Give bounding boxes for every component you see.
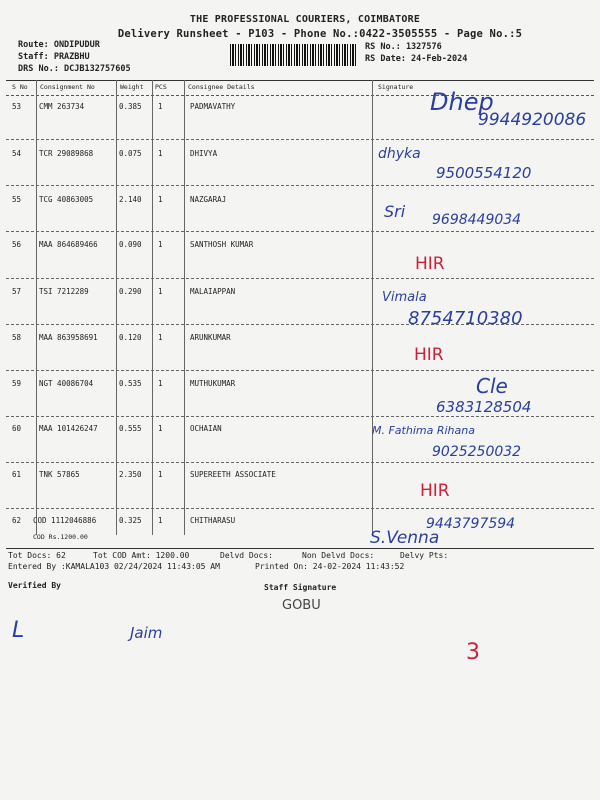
handwritten-phone: 9698449034 bbox=[432, 212, 522, 228]
row-divider bbox=[6, 278, 594, 279]
row-divider bbox=[6, 370, 594, 371]
delivery-points: Delvy Pts: bbox=[400, 551, 449, 560]
row-divider bbox=[6, 462, 594, 463]
row-consignment: TNK 57865 bbox=[39, 470, 80, 479]
col-divider bbox=[372, 80, 373, 535]
col-signature: Signature bbox=[378, 83, 414, 91]
row-consignee: MALAIAPPAN bbox=[190, 287, 236, 296]
row-sno: 54 bbox=[12, 149, 22, 158]
row-consignment: TSI 7212289 bbox=[39, 287, 89, 296]
row-weight: 0.120 bbox=[119, 333, 142, 342]
verified-signature: Jaim bbox=[130, 624, 163, 642]
total-cod: Tot COD Amt: 1200.00 bbox=[93, 551, 190, 560]
row-sno: 57 bbox=[12, 287, 22, 296]
handwritten-phone: 9025250032 bbox=[432, 444, 522, 460]
col-divider bbox=[116, 80, 117, 535]
row-sno: 60 bbox=[12, 424, 22, 433]
handwritten-phone: 9500554120 bbox=[436, 164, 532, 182]
row-sno: 53 bbox=[12, 102, 22, 111]
handwritten-name: Vimala bbox=[382, 290, 427, 305]
col-divider bbox=[36, 80, 37, 535]
rs-date: RS Date: 24-Feb-2024 bbox=[365, 54, 468, 64]
col-pcs: PCS bbox=[155, 83, 167, 91]
handwritten-status: HIR bbox=[420, 481, 450, 501]
handwritten-name: S.Venna bbox=[370, 528, 440, 548]
row-weight: 0.075 bbox=[119, 149, 142, 158]
handwritten-name: Sri bbox=[384, 202, 406, 221]
drs-number: DRS No.: DCJB132757605 bbox=[18, 64, 131, 74]
row-pcs: 1 bbox=[158, 149, 163, 158]
row-sno: 55 bbox=[12, 195, 22, 204]
row-pcs: 1 bbox=[158, 470, 163, 479]
row-consignee: NAZGARAJ bbox=[190, 195, 227, 204]
row-sno: 61 bbox=[12, 470, 22, 479]
staff-signature-label: Staff Signature bbox=[264, 583, 337, 592]
row-consignment: NGT 40086704 bbox=[39, 379, 94, 388]
verified-by-label: Verified By bbox=[8, 581, 61, 590]
row-consignment: TCR 29089868 bbox=[39, 149, 94, 158]
handwritten-phone: 8754710380 bbox=[408, 308, 523, 329]
row-weight: 0.555 bbox=[119, 424, 142, 433]
row-pcs: 1 bbox=[158, 287, 163, 296]
handwritten-phone: 6383128504 bbox=[436, 398, 532, 416]
delivered-docs: Delvd Docs: bbox=[220, 551, 273, 560]
row-divider bbox=[6, 508, 594, 509]
row-sno: 58 bbox=[12, 333, 22, 342]
row-pcs: 1 bbox=[158, 379, 163, 388]
runsheet-title: Delivery Runsheet - P103 - Phone No.:0422-3505555 - Page No.:5 bbox=[117, 28, 523, 40]
row-consignee: ARUNKUMAR bbox=[190, 333, 231, 342]
row-pcs: 1 bbox=[158, 240, 163, 249]
row-divider bbox=[6, 324, 594, 325]
row-sno: 56 bbox=[12, 240, 22, 249]
col-weight: Weight bbox=[120, 83, 144, 91]
row-consignee: PADMAVATHY bbox=[190, 102, 236, 111]
row-weight: 0.385 bbox=[119, 102, 142, 111]
handwritten-status: HIR bbox=[415, 254, 445, 274]
total-docs: Tot Docs: 62 bbox=[8, 551, 66, 560]
row-pcs: 1 bbox=[158, 195, 163, 204]
row-consignment: COD 1112046886 bbox=[33, 516, 97, 525]
handwritten-mark: Cle bbox=[476, 374, 508, 398]
col-consignment: Consignment No bbox=[40, 83, 95, 91]
row-consignment: MAA 101426247 bbox=[39, 424, 98, 433]
cod-amount-note: COD Rs.1200.00 bbox=[33, 533, 88, 541]
row-consignee: CHITHARASU bbox=[190, 516, 236, 525]
row-sno: 62 bbox=[12, 516, 22, 525]
row-divider bbox=[6, 231, 594, 232]
row-consignee: MUTHUKUMAR bbox=[190, 379, 236, 388]
staff-signature: GOBU bbox=[282, 598, 321, 613]
non-delivered-docs: Non Delvd Docs: bbox=[302, 551, 375, 560]
row-pcs: 1 bbox=[158, 516, 163, 525]
handwritten-mark: Dhep bbox=[430, 88, 494, 116]
row-pcs: 1 bbox=[158, 333, 163, 342]
barcode bbox=[230, 44, 358, 66]
route-label: Route: ONDIPUDUR bbox=[18, 40, 100, 50]
col-divider bbox=[152, 80, 153, 535]
row-consignee: DHIVYA bbox=[190, 149, 218, 158]
verified-signature-initial: L bbox=[12, 618, 25, 643]
row-weight: 0.090 bbox=[119, 240, 142, 249]
row-consignment: TCG 40863005 bbox=[39, 195, 94, 204]
row-pcs: 1 bbox=[158, 102, 163, 111]
row-consignment: CMM 263734 bbox=[39, 102, 85, 111]
row-divider bbox=[6, 185, 594, 186]
col-consignee: Consignee Details bbox=[188, 83, 255, 91]
row-consignment: MAA 864689466 bbox=[39, 240, 98, 249]
entered-by: Entered By :KAMALA103 02/24/2024 11:43:05 AM bbox=[8, 562, 220, 571]
row-pcs: 1 bbox=[158, 424, 163, 433]
printed-on: Printed On: 24-02-2024 11:43:52 bbox=[255, 562, 405, 571]
staff-label: Staff: PRAZBHU bbox=[18, 52, 90, 62]
rs-number: RS No.: 1327576 bbox=[365, 42, 442, 52]
row-weight: 0.325 bbox=[119, 516, 142, 525]
row-weight: 2.140 bbox=[119, 195, 142, 204]
row-divider bbox=[6, 139, 594, 140]
row-consignee: SUPEREETH ASSOCIATE bbox=[190, 470, 276, 479]
handwritten-phone: 9944920086 bbox=[478, 110, 587, 130]
footer-divider bbox=[6, 548, 594, 549]
row-weight: 0.290 bbox=[119, 287, 142, 296]
company-title: THE PROFESSIONAL COURIERS, COIMBATORE bbox=[189, 14, 421, 25]
row-consignee: OCHAIAN bbox=[190, 424, 222, 433]
handwritten-phone: 9443797594 bbox=[426, 516, 516, 532]
col-divider bbox=[184, 80, 185, 535]
col-sno: S No bbox=[12, 83, 28, 91]
row-divider bbox=[6, 416, 594, 417]
handwritten-name: M. Fathima Rihana bbox=[372, 424, 475, 437]
row-sno: 59 bbox=[12, 379, 22, 388]
row-weight: 0.535 bbox=[119, 379, 142, 388]
page-mark: 3 bbox=[466, 640, 480, 665]
row-weight: 2.350 bbox=[119, 470, 142, 479]
row-consignee: SANTHOSH KUMAR bbox=[190, 240, 254, 249]
row-consignment: MAA 863958691 bbox=[39, 333, 98, 342]
handwritten-name: dhyka bbox=[378, 146, 421, 162]
handwritten-status: HIR bbox=[414, 345, 444, 365]
